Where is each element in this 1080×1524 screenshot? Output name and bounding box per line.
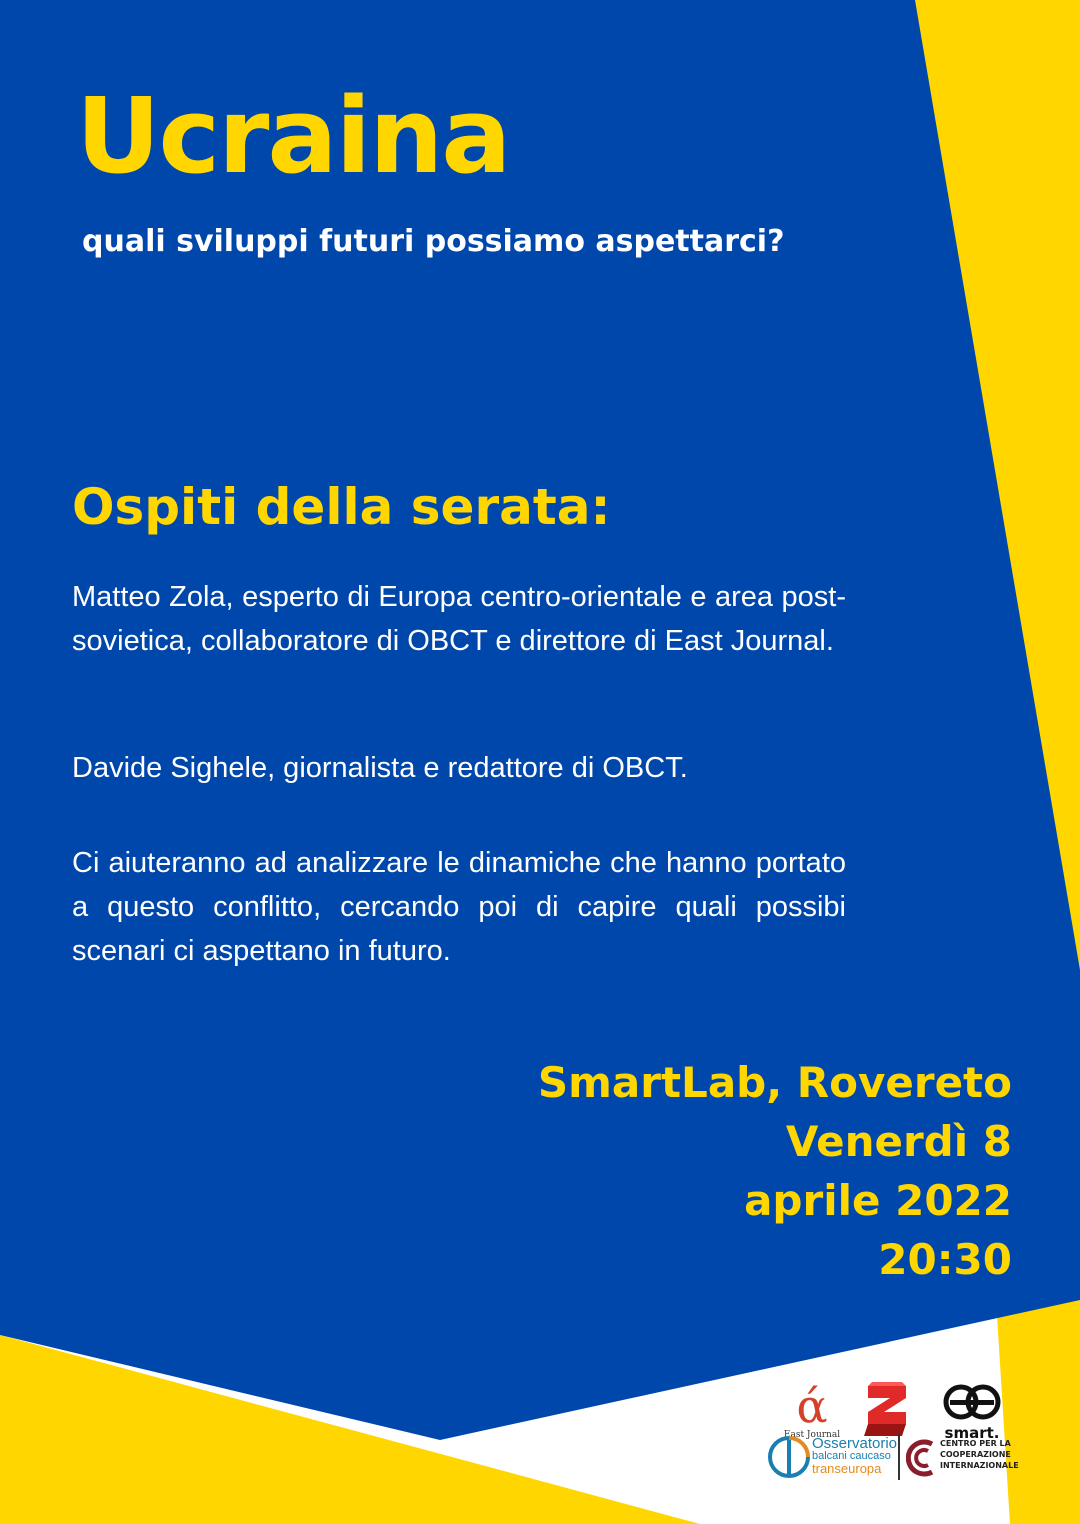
obc-circle-icon — [768, 1434, 810, 1480]
ccpi-c-icon — [906, 1436, 938, 1480]
poster-subtitle: quali sviluppi futuri possiamo aspettarci? — [82, 224, 785, 259]
east-journal-caption: East Journal — [783, 1430, 841, 1440]
description-paragraph: Ci aiuteranno ad analizzare le dinamiche che hanno portato a questo conflitto, cercando poi di capire quali possibi scenari ci aspettano in futuro. — [72, 847, 846, 967]
smart-logo — [938, 1382, 1006, 1442]
poster-title: Ucraina — [76, 75, 510, 197]
event-date-line-2: aprile 2022 — [744, 1176, 1012, 1225]
east-journal-alpha-icon: ά — [796, 1379, 828, 1433]
ccpi-text — [940, 1438, 1019, 1471]
obc-transeuropa-logo — [768, 1432, 898, 1484]
logo-divider — [898, 1434, 900, 1480]
guest-paragraph-2: Davide Sighele, giornalista e redattore di OBCT. — [72, 752, 688, 784]
guests-heading: Ospiti della serata: — [72, 478, 611, 536]
obc-line-1: Osservatorio — [812, 1435, 898, 1452]
obc-line-3: transeuropa — [812, 1461, 882, 1476]
ccpi-logo — [904, 1434, 1024, 1484]
guest-paragraph-1: Matteo Zola, esperto di Europa centro-orientale e area post-sovietica, collaboratore di OBCT e direttore di East Journal. — [72, 581, 846, 657]
event-time: 20:30 — [878, 1235, 1012, 1284]
obc-line-2: balcani caucaso — [812, 1450, 891, 1462]
event-date-line-1: Venerdì 8 — [785, 1117, 1012, 1166]
ccpi-line-1: CENTRO PER LA — [940, 1439, 1011, 1448]
ccpi-line-3: INTERNAZIONALE — [940, 1461, 1019, 1470]
smart-logo-word: smart. — [944, 1424, 1000, 1442]
ccpi-line-2: COOPERAZIONE — [940, 1450, 1011, 1459]
smart-eyes-icon — [942, 1382, 1002, 1422]
event-info — [538, 1053, 1012, 1289]
event-venue: SmartLab, Rovereto — [537, 1058, 1012, 1107]
